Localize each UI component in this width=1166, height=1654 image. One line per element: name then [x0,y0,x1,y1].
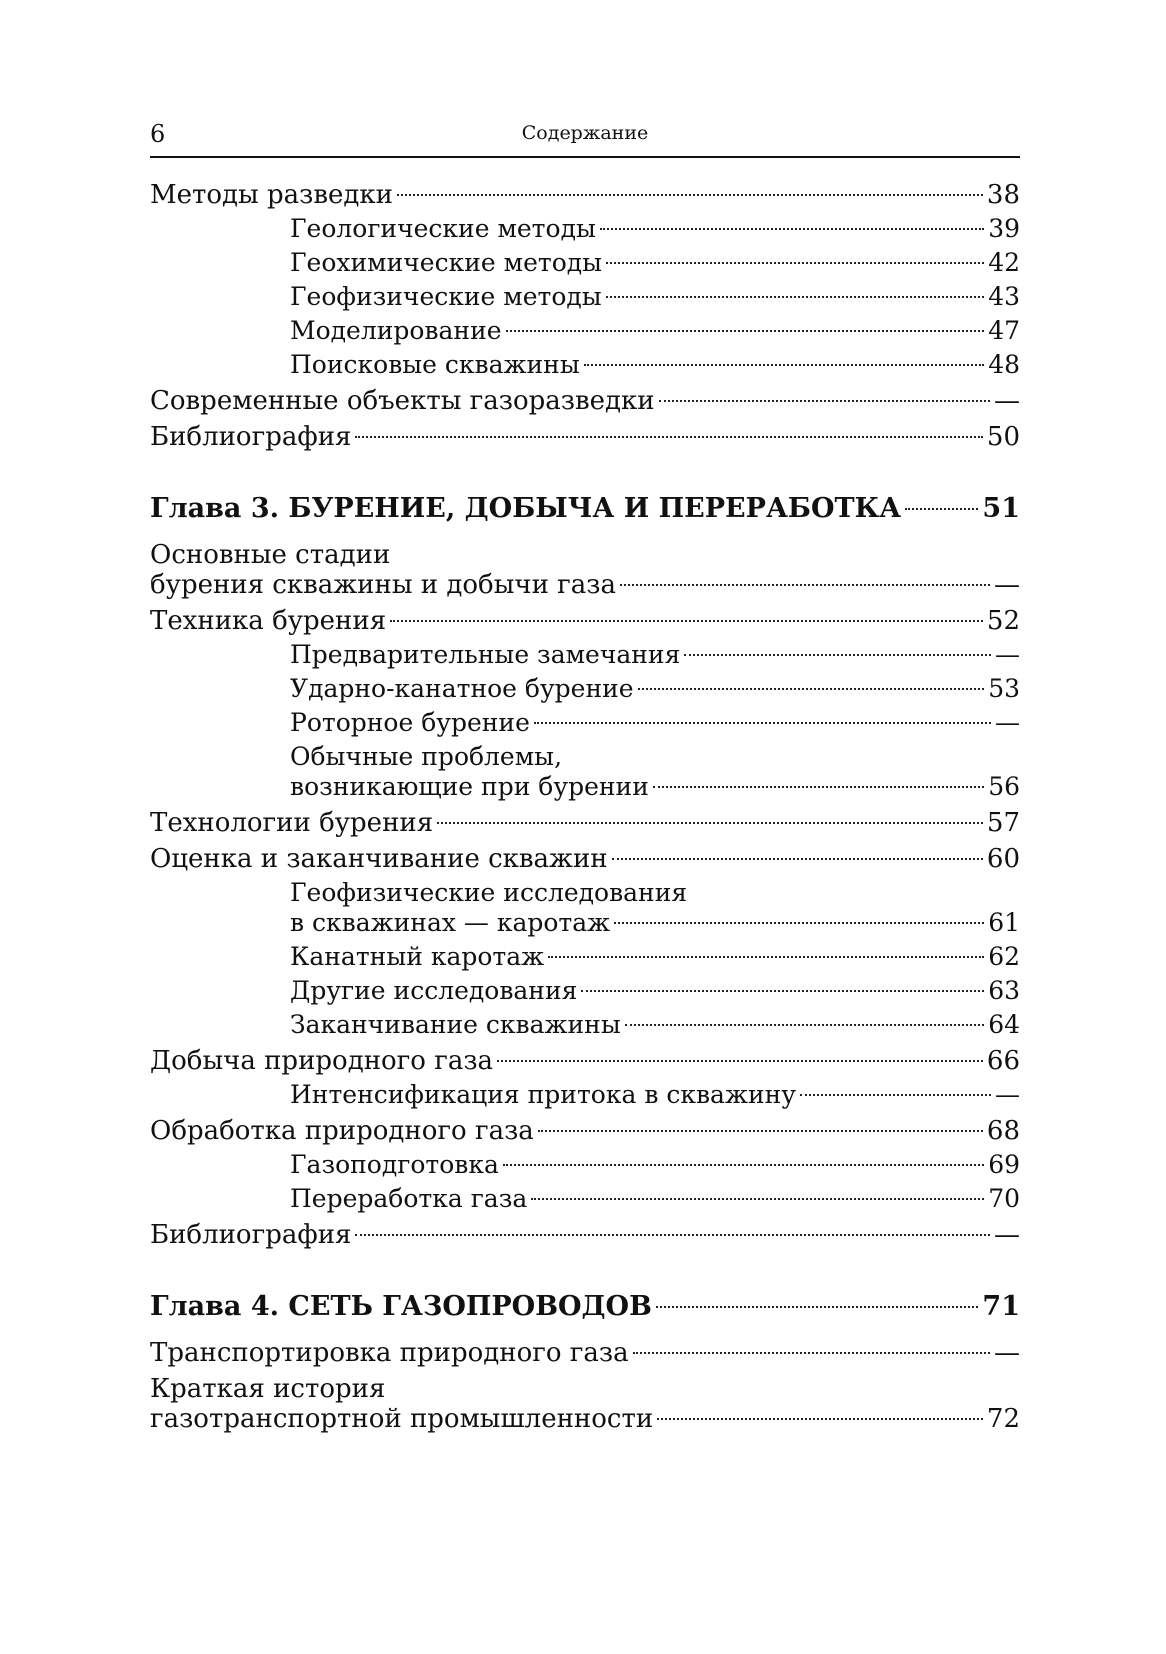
toc-entry-title: Роторное бурение [290,708,530,737]
toc-entry [150,180,1020,210]
toc-page-number: 48 [988,350,1020,379]
toc-subentry [150,316,1020,346]
toc-entry-title: Ударно-канатное бурение [290,674,634,703]
dot-leader [606,296,984,298]
dot-leader [625,1024,984,1026]
toc-entry [150,540,1020,600]
toc-page-number: 71 [982,1291,1020,1322]
toc-page-number: 56 [988,772,1020,801]
toc-page-number: 47 [988,316,1020,345]
page-number: 6 [150,120,166,148]
toc-subentry [150,674,1020,704]
toc-entry-title: Методы разведки [150,180,393,210]
dot-leader [581,990,984,992]
toc-subentry [150,942,1020,972]
dot-leader [620,584,990,586]
toc-entry-title: Обработка природного газа [150,1116,534,1146]
page-header [150,120,1020,158]
toc-entry-title: бурения скважины и добычи газа [150,570,616,600]
toc-subentry [150,640,1020,670]
toc-page-number: 62 [988,942,1020,971]
dot-leader [584,364,984,366]
toc-page-number: 53 [988,674,1020,703]
toc-entry-first-line: Краткая история [150,1374,386,1404]
toc-entry-title: Заканчивание скважины [290,1010,621,1039]
toc-page-number: — [994,570,1020,600]
toc-entry-title: Глава 3. БУРЕНИЕ, ДОБЫЧА И ПЕРЕРАБОТКА [150,493,902,524]
toc-entry-title: Газоподготовка [290,1150,499,1179]
toc-entry [150,1338,1020,1368]
dot-leader [653,786,984,788]
dot-leader [800,1094,991,1096]
toc-page-number: — [994,1220,1020,1250]
toc-subentry [150,976,1020,1006]
toc-page-number: — [995,1080,1020,1109]
dot-leader [657,1418,983,1420]
toc-entry-title: в скважинах — каротаж [290,908,611,937]
toc-entry-title: Технологии бурения [150,808,434,838]
toc-subentry [150,742,1020,802]
dot-leader [355,436,982,438]
toc-page-number: — [995,708,1020,737]
dot-leader [614,922,984,924]
dot-leader [612,858,983,860]
toc-entry-title: Геофизические методы [290,282,602,311]
toc-entry-title: газотранспортной промышленности [150,1404,654,1434]
toc-subentry [150,1150,1020,1180]
dot-leader [397,194,983,196]
toc-page-number: 52 [986,606,1020,636]
toc-entry-title: Библиография [150,422,352,452]
toc-entry-title: Геологические методы [290,214,596,243]
toc-entry-title: Другие исследования [290,976,578,1005]
toc-chapter [150,1292,1020,1322]
toc-entry-title: Современные объекты газоразведки [150,386,655,416]
toc-entry [150,386,1020,416]
toc-page-number: 38 [986,180,1020,210]
toc-entry-first-line: Основные стадии [150,540,391,570]
toc-page-number: 64 [988,1010,1020,1039]
toc-entry-title: Предварительные замечания [290,640,681,669]
toc-entry-title: возникающие при бурении [290,772,649,801]
toc-subentry [150,1010,1020,1040]
dot-leader [606,262,984,264]
dot-leader [506,330,985,332]
toc-entry-title: Канатный каротаж [290,942,545,971]
toc-subentry [150,282,1020,312]
toc-entry [150,844,1020,874]
toc-page-number: 69 [988,1150,1020,1179]
dot-leader [534,722,991,724]
toc-entry-title: Техника бурения [150,606,387,636]
toc-entry-title: Оценка и заканчивание скважин [150,844,608,874]
toc-entry [150,606,1020,636]
dot-leader [638,688,985,690]
toc-entry [150,1046,1020,1076]
toc-entry-title: Интенсификация притока в скважину [290,1080,796,1109]
toc-page-number: 72 [986,1404,1020,1434]
running-title: Содержание [521,122,649,144]
dot-leader [905,508,978,510]
toc-page-number: 51 [982,493,1020,524]
toc-page-number: — [994,1338,1020,1368]
toc-page-number: 68 [986,1116,1020,1146]
toc-entry [150,1116,1020,1146]
dot-leader [497,1060,983,1062]
dot-leader [659,400,990,402]
toc-page-number: — [994,386,1020,416]
toc-entry-title: Переработка газа [290,1184,528,1213]
toc-chapter [150,494,1020,524]
dot-leader [538,1130,983,1132]
toc-entry-title: Поисковые скважины [290,350,580,379]
toc-subentry [150,1080,1020,1110]
dot-leader [355,1234,990,1236]
toc-entry [150,422,1020,452]
toc-entry [150,808,1020,838]
toc-entry [150,1220,1020,1250]
dot-leader [390,620,983,622]
dot-leader [633,1352,990,1354]
toc-page-number: 50 [986,422,1020,452]
toc-subentry [150,214,1020,244]
toc-entry-first-line: Обычные проблемы, [290,742,563,771]
toc-page-number: — [995,640,1020,669]
dot-leader [656,1306,979,1308]
toc-page-number: 39 [988,214,1020,243]
toc-subentry [150,248,1020,278]
toc-entry-title: Добыча природного газа [150,1046,494,1076]
toc-page-number: 61 [988,908,1020,937]
dot-leader [503,1164,984,1166]
toc-page-number: 60 [986,844,1020,874]
toc-subentry [150,708,1020,738]
toc-subentry [150,350,1020,380]
dot-leader [548,956,984,958]
toc-entry-first-line: Геофизические исследования [290,878,688,907]
toc-entry [150,1374,1020,1434]
toc-page-number: 57 [986,808,1020,838]
dot-leader [437,822,983,824]
dot-leader [684,654,991,656]
toc-subentry [150,878,1020,938]
toc-entry-title: Моделирование [290,316,502,345]
dot-leader [531,1198,984,1200]
toc-page-number: 63 [988,976,1020,1005]
table-of-contents [150,180,1020,1434]
toc-entry-title: Библиография [150,1220,352,1250]
dot-leader [600,228,984,230]
toc-page-number: 42 [988,248,1020,277]
toc-page-number: 43 [988,282,1020,311]
toc-page-number: 66 [986,1046,1020,1076]
toc-entry-title: Транспортировка природного газа [150,1338,629,1368]
toc-subentry [150,1184,1020,1214]
toc-page-number: 70 [988,1184,1020,1213]
toc-entry-title: Геохимические методы [290,248,603,277]
toc-entry-title: Глава 4. СЕТЬ ГАЗОПРОВОДОВ [150,1291,652,1322]
